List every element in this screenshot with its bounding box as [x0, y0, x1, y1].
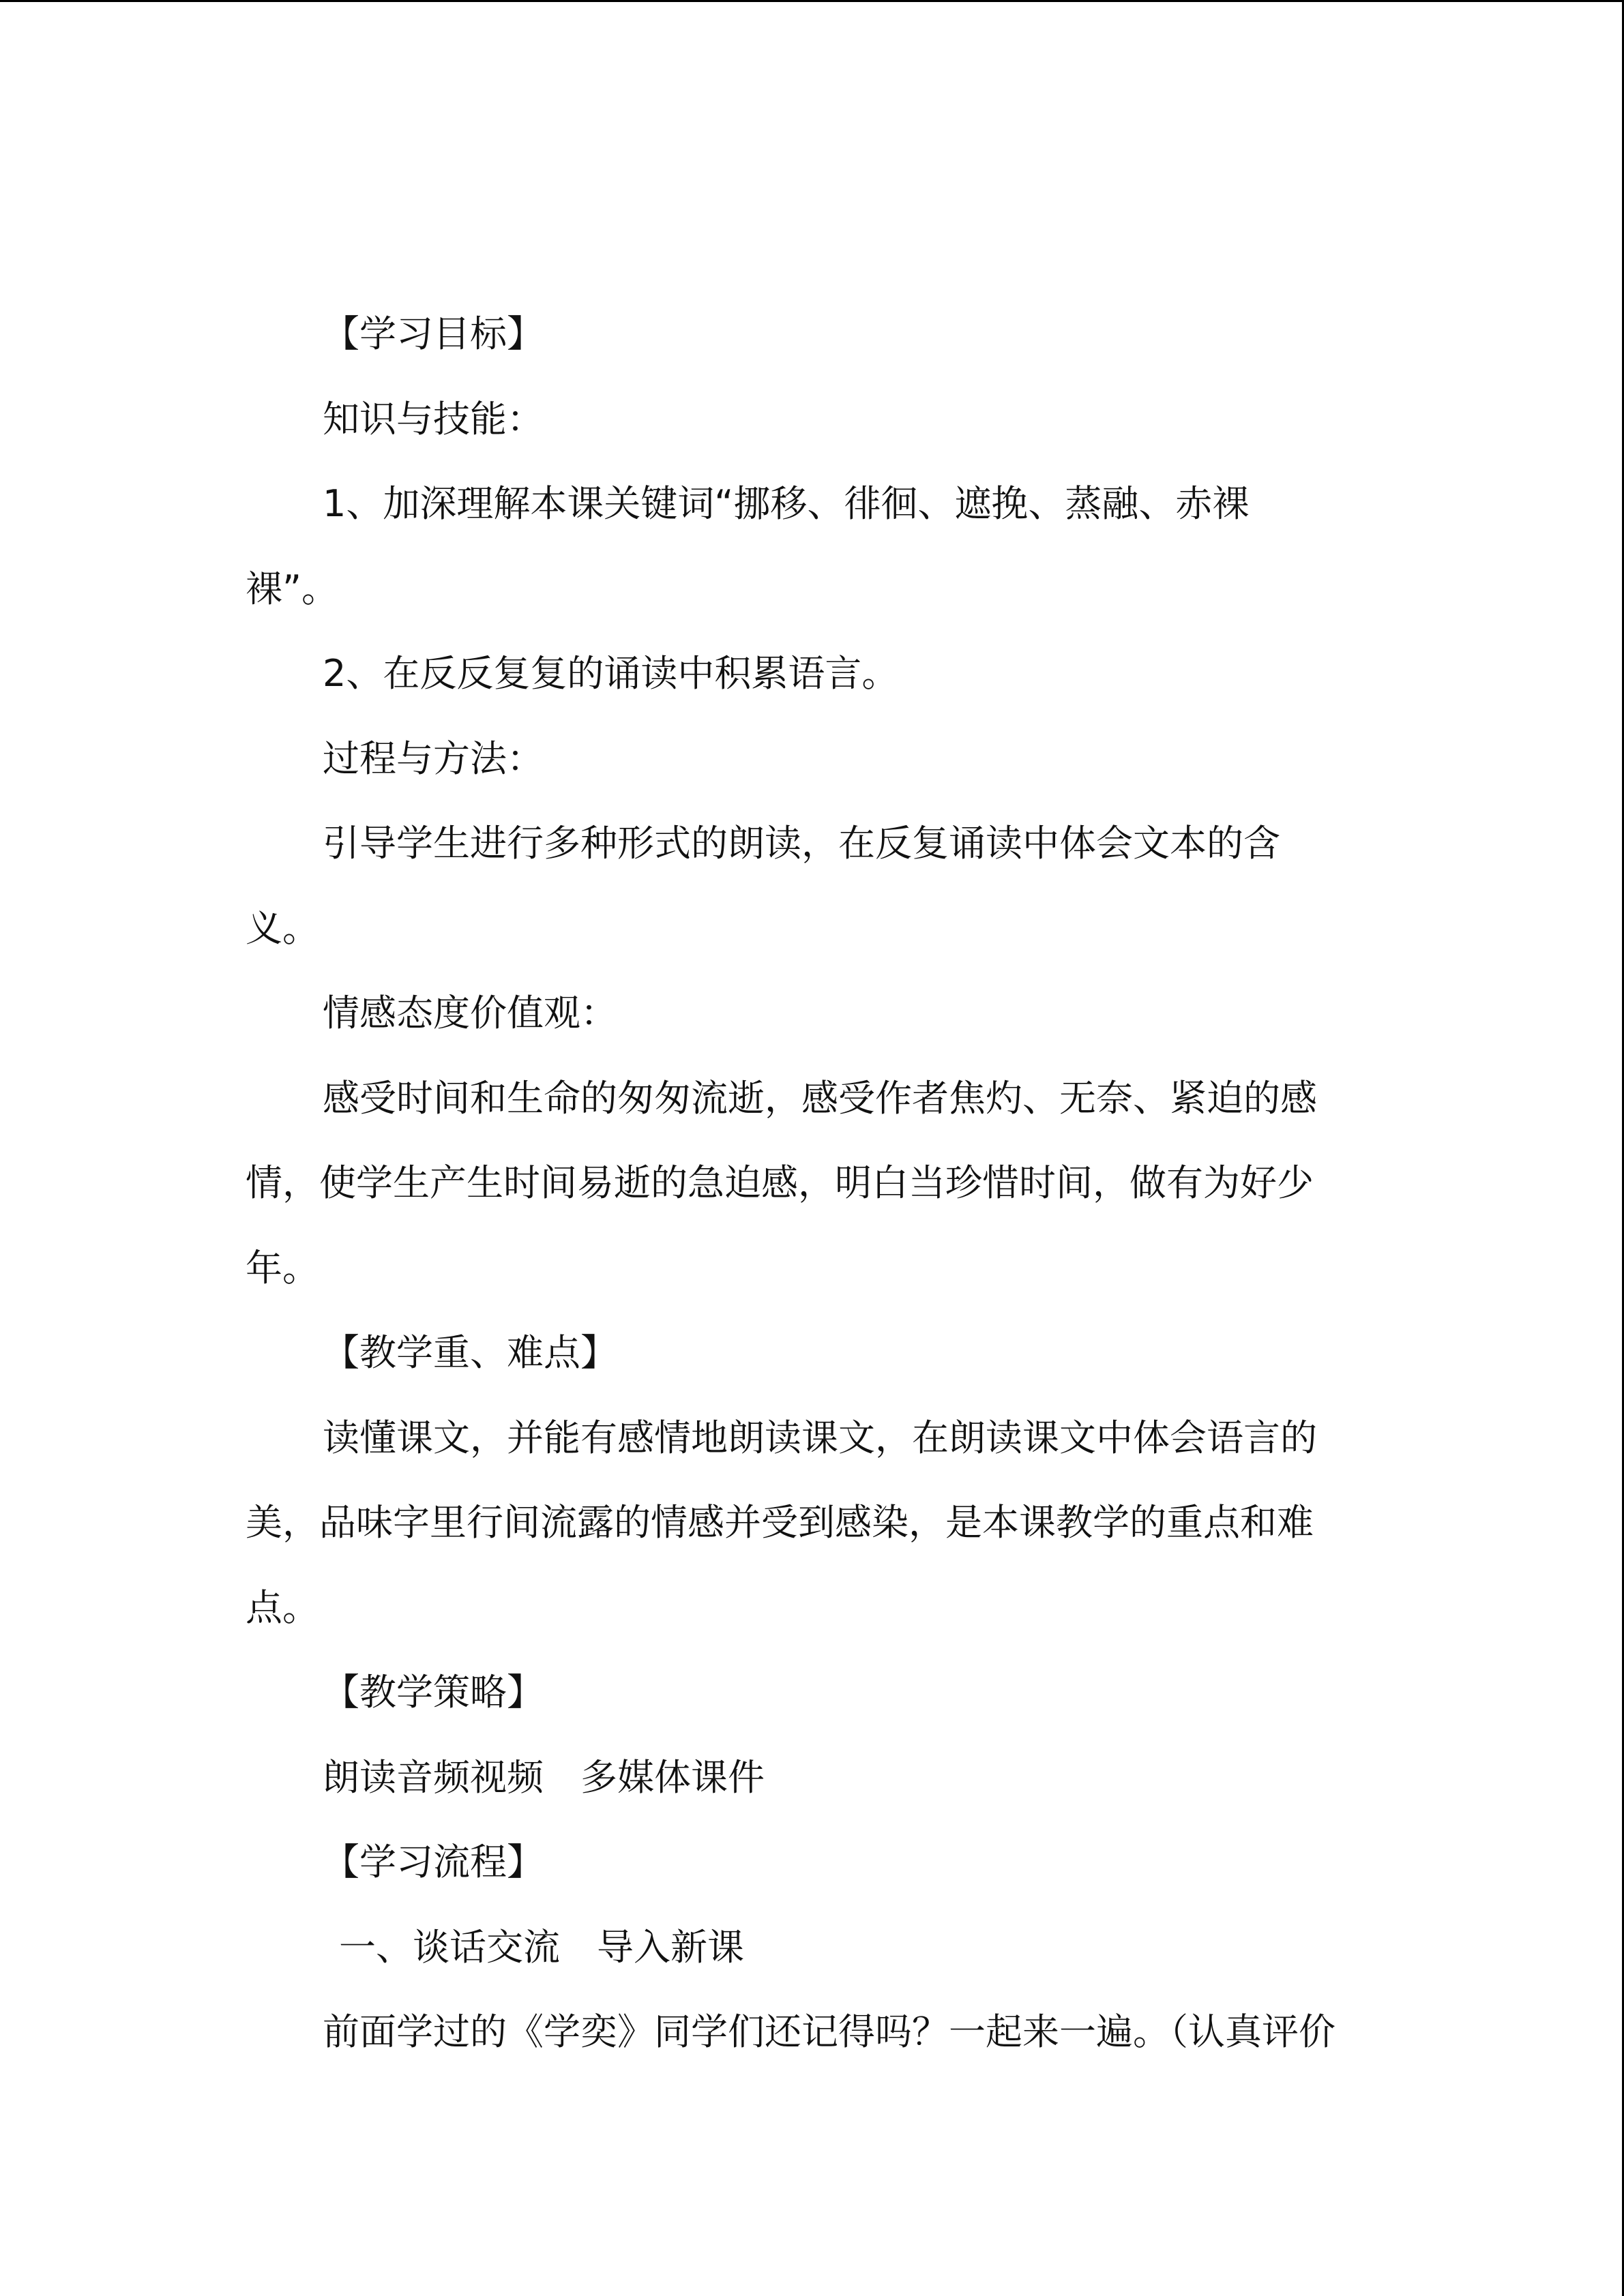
- document-body: [246, 292, 1378, 2075]
- section-heading-learning-objectives: 【学习目标】: [323, 312, 544, 355]
- paragraph-line: 义。: [246, 906, 319, 950]
- subheading-knowledge-skills: 知识与技能：: [323, 397, 544, 441]
- paragraph-line: 朗读音频视频 多媒体课件: [323, 1755, 765, 1799]
- paragraph-line: 读懂课文，并能有感情地朗读课文，在朗读课文中体会语言的: [323, 1416, 1317, 1459]
- paragraph-line: 2、在反反复复的诵读中积累语言。: [323, 652, 899, 695]
- subheading-emotion-attitude-values: 情感态度价值观：: [323, 992, 617, 1034]
- paragraph-line: 感受时间和生命的匆匆流逝，感受作者焦灼、无奈、紧迫的感: [323, 1076, 1317, 1120]
- paragraph-line: 情，使学生产生时间易逝的急迫感，明白当珍惜时间，做有为好少: [246, 1161, 1314, 1204]
- paragraph-line: 点。: [246, 1585, 319, 1629]
- section-heading-learning-process: 【学习流程】: [323, 1840, 544, 1883]
- section-heading-key-difficult-points: 【教学重、难点】: [323, 1331, 617, 1374]
- paragraph-line: 1、加深理解本课关键词“挪移、徘徊、遮挽、蒸融、赤裸: [323, 482, 1250, 525]
- subheading-process-methods: 过程与方法：: [323, 736, 544, 780]
- paragraph-line: 年。: [246, 1246, 319, 1289]
- paragraph-line: 裸”。: [246, 567, 338, 610]
- section-heading-teaching-strategy: 【教学策略】: [323, 1671, 544, 1714]
- paragraph-line: 引导学生进行多种形式的朗读，在反复诵读中体会文本的含: [323, 822, 1280, 865]
- paragraph-line: 美，品味字里行间流露的情感并受到感染，是本课教学的重点和难: [246, 1501, 1314, 1544]
- subheading-step-one: 一、谈话交流 导入新课: [339, 1925, 744, 1969]
- paragraph-line: 前面学过的《学奕》同学们还记得吗？一起来一遍。（认真评价: [323, 2010, 1335, 2053]
